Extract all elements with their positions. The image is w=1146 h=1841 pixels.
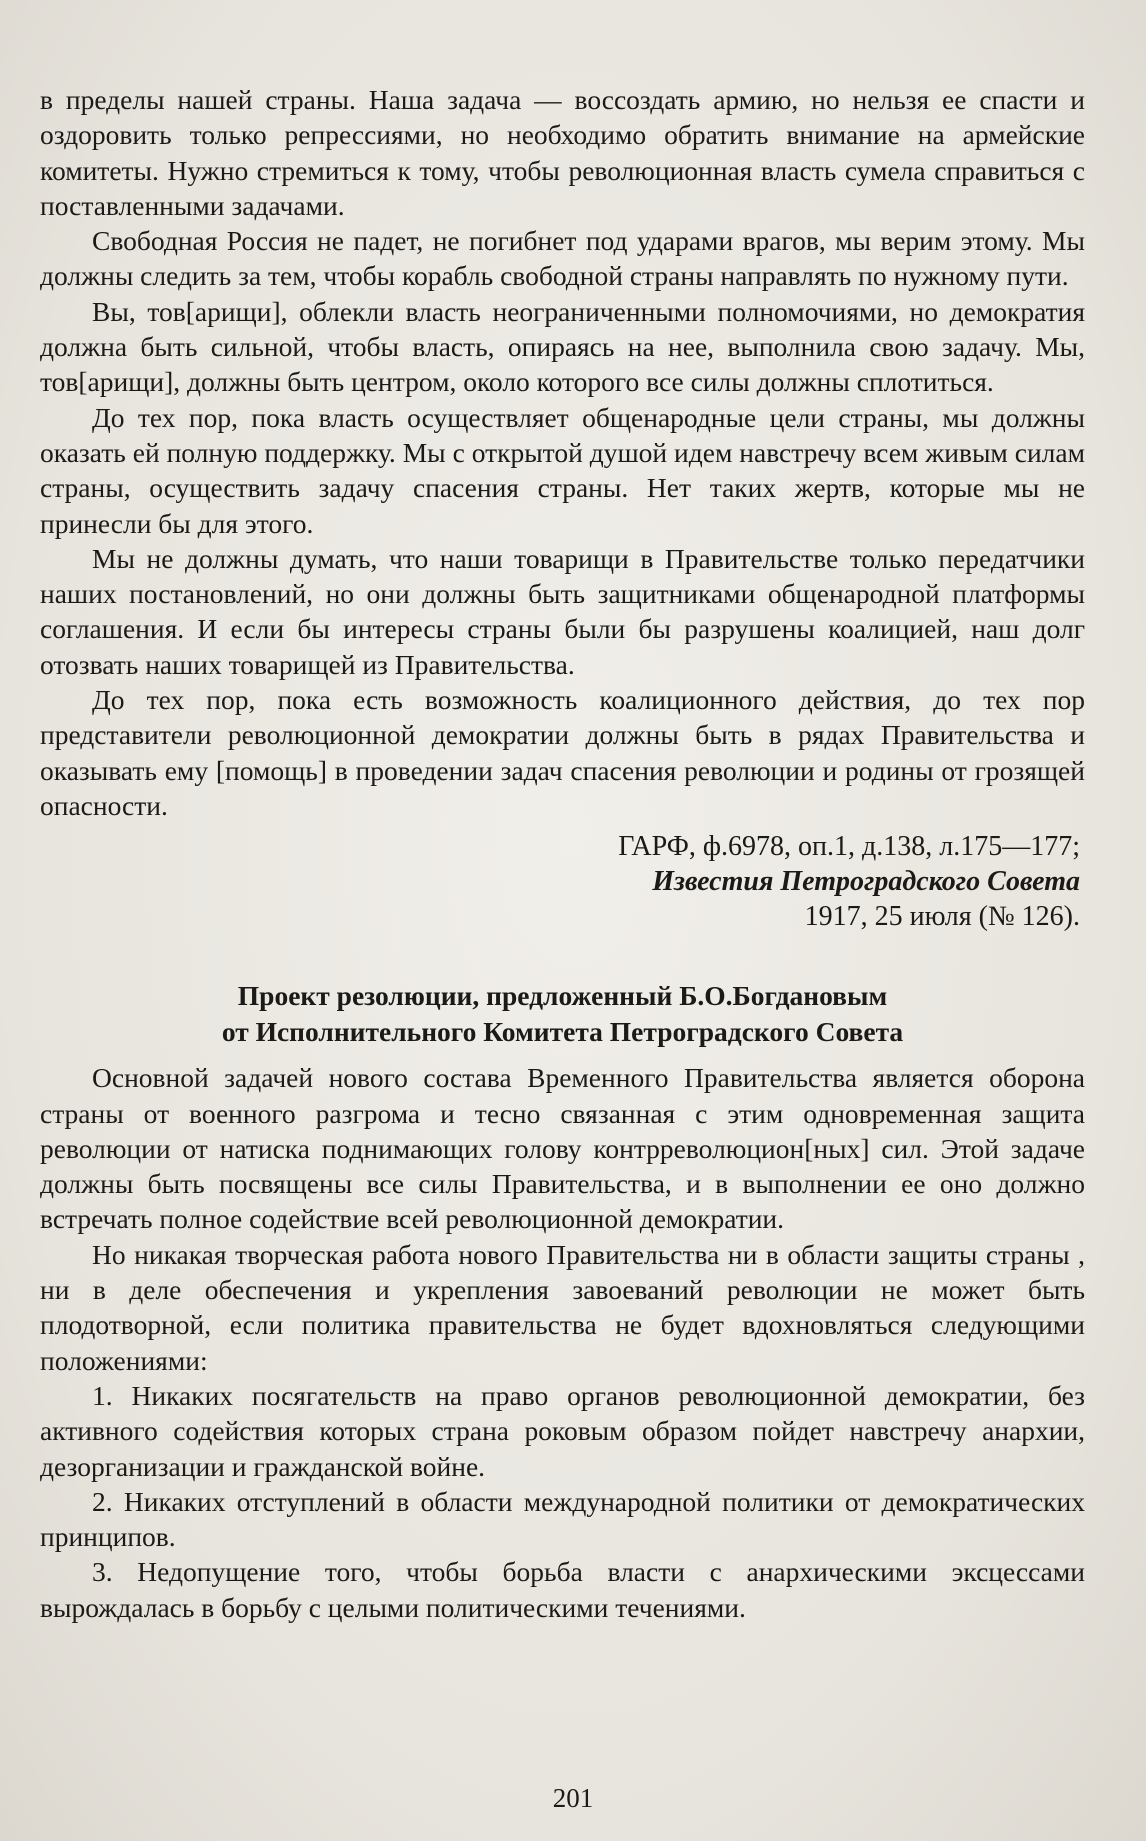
source-citation — [40, 829, 1085, 934]
paragraph: Но никакая творческая работа нового Правительства ни в области защиты страны , ни в деле обеспечения и укрепления завоеваний революции не может быть плодотворной, если политика правительства не будет вдохновляться следующими положениями: — [40, 1238, 1085, 1376]
newspaper-title: Известия Петроградского Совета — [652, 866, 1080, 898]
paragraph: Свободная Россия не падет, не погибнет под ударами врагов, мы верим этому. Мы должны следить за тем, чтобы корабль свободной страны направлять по нужному пути. — [40, 225, 1085, 292]
page-text — [40, 82, 1085, 1625]
paragraph: Вы, тов[арищи], облекли власть неограниченными полномочиями, но демократия должна быть сильной, чтобы власть, опираясь на нее, выполнила свою задачу. Мы, тов[арищи], должны быть центром, около которого все силы должны сплотиться. — [40, 295, 1085, 398]
heading-line-2: от Исполнительного Комитета Петроградского Совета — [221, 1016, 904, 1048]
archive-reference: ГАРФ, ф.6978, оп.1, д.138, л.175—177; — [618, 831, 1080, 863]
list-item: 3. Недопущение того, чтобы борьба власти с анархическими эксцессами вырождалась в борьбу с целыми политическими течениями. — [40, 1556, 1085, 1623]
paragraph: До тех пор, пока власть осуществляет общенародные цели страны, мы должны оказать ей полную поддержку. Мы с открытой душой идем навстречу всем живым силам страны, осуществить задачу спасения страны. Нет таких жертв, которые мы не принесли бы для этого. — [40, 401, 1085, 539]
heading-line-1: Проект резолюции, предложенный Б.О.Богдановым — [237, 980, 888, 1012]
paragraph: Основной задачей нового состава Временного Правительства является оборона страны от военного разгрома и тесно связанная с этим одновременная защита революции от натиска поднимающих голову контрреволюцион[ных] сил. Этой задаче должны быть посвящены все силы Правительства, и в выполнении ее оно должно встречать полное содействие всей революционной демократии. — [40, 1062, 1085, 1235]
page-number: 201 — [552, 1783, 594, 1813]
resolution-text — [40, 1060, 1085, 1625]
paragraph: До тех пор, пока есть возможность коалиционного действия, до тех пор представители революционной демократии должны быть в рядах Правительства и оказывать ему [помощь] в проведении задач спасения революции и родины от грозящей опасности. — [40, 684, 1085, 821]
paragraph: Мы не должны думать, что наши товарищи в Правительстве только передатчики наших постановлений, но они должны быть защитниками общенародной платформы соглашения. И если бы интересы страны были бы разрушены коалицией, наш долг отозвать наших товарищей из Правительства. — [40, 542, 1085, 680]
list-item: 1. Никаких посягательств на право органов революционной демократии, без активного содействия которых страна роковым образом пойдет навстречу анархии, дезорганизации и гражданской войне. — [40, 1379, 1085, 1482]
paragraph: в пределы нашей страны. Наша задача — воссоздать армию, но нельзя ее спасти и оздоровить только репрессиями, но необходимо обратить внимание на армейские комитеты. Нужно стремиться к тому, чтобы революционная власть сумела справиться с поставленными задачами. — [40, 84, 1085, 221]
section-heading — [40, 978, 1085, 1050]
publication-date: 1917, 25 июля (№ 126). — [804, 901, 1080, 933]
list-item: 2. Никаких отступлений в области международной политики от демократических принципов. — [40, 1485, 1085, 1553]
